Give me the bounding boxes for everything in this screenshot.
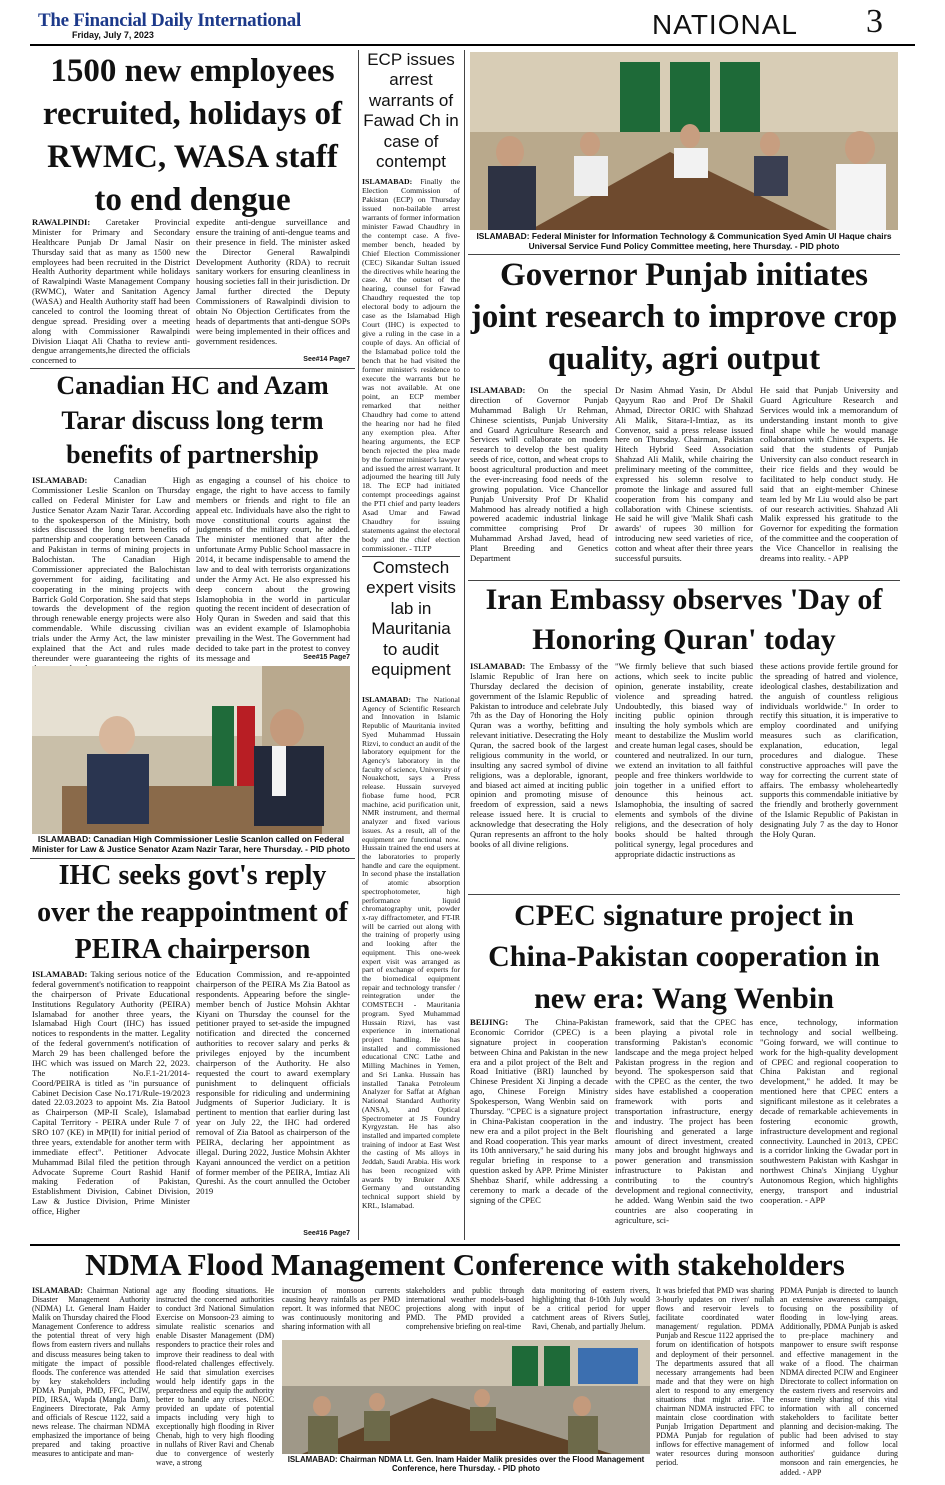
ndma-col-1: [32, 1286, 150, 1478]
ndma-photo-caption: ISLAMABAD: Chairman NDMA Lt. Gen. Inam Haider Malik presides over the Flood Management Conference, here Thursday. - PID photo: [287, 1455, 645, 1474]
cpec-col-2: framework, said that the CPEC has been playing a pivotal role in transforming Pakistan's economic landscape and the mega project helped Pakistan progress in the region and beyond. The spokesperson said that with the CPEC as the center, the two sides have established a cooperation framework with ports and transportation infrastructure, energy and industry. The project has been flourishing and generated a large amount of direct investment, created many jobs and brought highways and power generation and transmission infrastructure to Pakistan and contributing to the country's development and regional connectivity, he added. Wang Wenbin said the two countries are also cooperating in agriculture, sci-: [615, 1017, 753, 1225]
ndma-conference-photo: [282, 1340, 650, 1454]
ndma-col-6: It was briefed that PMD was sharing 3-hourly updates on river/ nullah flows and reservoir levels to facilitate coordinated water management/ regulation. PDMA Punjab and Rescue 1122 apprised the forum on identification of hotspots and deployment of their personnel. The departments assured that all necessary arrangements had been made and that they were on high alert to respond to any emergency situations that might arise. The chairman NDMA instructed FFC to maintain close coordination with Punjab Irrigation Department and PDMA Punjab for regulation of inflows for effective management of water resources during monsoon period.: [656, 1286, 774, 1468]
canadian-col-1: [32, 476, 190, 664]
iran-col-3: these actions provide fertile ground for the spreading of hatred and violence, ideological clashes, destabilization and the anguish of countless religious individuals worldwide." In order to rectify this situation, it is imperative to employ coordinated and unifying measures such as clarification, explanation, education, legal procedures and dialogue. These constructive approaches will pave the way for correcting the current state of affairs. The embassy wholeheartedly supports this commendable initiative by the friendly and brotherly government of the Islamic Republic of Pakistan in designating July 7 as the day to Honor the Holy Quran.: [760, 661, 898, 839]
ndma-col-2: age any flooding situations. He instructed the concerned authorities to conduct 3rd National Simulation Exercise on Monsoon-23 aiming to simulate realistic scenarios and enable Disaster Management (DM) responders to practice their roles and improve their readiness to deal with flood-related challenges effectively. He said that simulation exercises would help identify gaps in the preparedness and equip the authority better to handle any crises. NEOC provided an update of potential impacts including very high to exceptionally high flooding in River Chenab, high to very high flooding in nullahs of River Ravi and Chenab due to convergence of westerly wave, a strong: [156, 1286, 274, 1468]
issue-date: Friday, July 7, 2023: [72, 30, 154, 40]
canadian-see-page: See#15 Page7: [303, 654, 350, 661]
rwmc-dateline: RAWALPINDI:: [32, 217, 91, 227]
newspaper-name: The Financial Daily International: [38, 10, 301, 31]
rwmc-text-1: Caretaker Provincial Minister for Primary and Secondary Healthcare Punjab Dr Jamal Nasir on Thursday said that as many as 1500 new employees had been recruited in the District Health Authority department while holidays of Rawalpindi Waste Management Company (RWMC), Water and Sanitation Agency (WASA) and Health Authority staff had been canceled to control the looming threat of dengue spread. Presiding over a meeting along with Commissioner Rawalpindi Division Liaqat Ali Chatha to review anti-dengue arrangements,he directed the officials concerned to: [32, 217, 190, 366]
page-number: 3: [866, 3, 883, 40]
cpec-col-1: [470, 1018, 608, 1240]
column-rule: [464, 50, 465, 1240]
ecp-col: [362, 178, 460, 556]
it-minister-meeting-photo: [470, 52, 898, 230]
ndma-text-1: Chairman National Disaster Management Authority (NDMA) Lt. General Inam Haider Malik on Thursday chaired the Flood Management Conference to address the potential threat of very high flows from eastern rivers and nullahs and discuss measures being taken to mitigate the impact of possible floods. The conference was attended by key stakeholders including PDMA Punjab, PMD, FFC, PCIW, PID, IRSA, Wapda (Mangla Dam), Engineers Directorate, Pak Army and officials of Rescue 1122, said a news release. The chairman NDMA emphasized the importance of being prepared and taking proactive measures to anticipate and man-: [32, 1286, 150, 1459]
canadian-photo-caption: ISLAMABAD: Canadian High Commissioner Leslie Scanlon called on Federal Minister for Law & Justice Senator Azam Nazir Tarar, here Thursday. - PID photo: [32, 834, 350, 855]
ihc-dateline: ISLAMABAD:: [32, 969, 88, 979]
ndma-col-4: stakeholders and public through international weather models-based projections along with input of PMD. The PMD provided a comprehensive briefing on real-time: [406, 1286, 524, 1332]
ndma-col-5: data monitoring of eastern rivers, highlighting that 8-10th July would be a critical period for upper catchment areas of Rivers Sutlej, Ravi, Chenab, and partially Jhelum.: [532, 1286, 650, 1332]
ihc-col-2: Education Commission, and re-appointed chairperson of the PEIRA Ms Zia Batool as respondents. Appearing before the single-member bench of Justice Mohsin Akhtar Kiyani on Thursday the counsel for the petitioner prayed to set-aside the impugned notification and directed the concerned authorities to recover salary and perks & privileges enjoyed by the incumbent chairperson of the Authority. He also requested the court to award exemplary punishment to delinquent officials responsible for ridiculing and undermining Judgments of Superior Judiciary. It is pertinent to mention that earlier during last year on July 22, the IHC had ordered removal of Zia Batool as chairperson of the PEIRA, declaring her appointment as illegal. During 2022, Justice Mohsin Akhter Kayani announced the verdict on a petition of former member of the PEIRA, Imtiaz Ali Qureshi. As the court annulled the October 2019: [196, 969, 350, 1197]
ihc-headline: IHC seeks govt's reply over the reappointment of PEIRA chairperson: [37, 860, 348, 965]
iran-text-1: The Embassy of the Islamic Republic of Iran here on Thursday declared the decision of government of the Islamic Republic of Pakistan to introduce and celebrate July 7th as the Day of Honoring the Holy Quran was a worthy, befitting and relevant initiative. Desecrating the Holy Quran, the sacred book of the largest religious community in the world, or insulting any sacred symbol of divine religions, was a deplorable, ignorant, and biased act aimed at inciting public opinion and promoting misuse of freedom of expression, said a news release issued here. It is crucial to acknowledge that desecrating the Holy Quran represents an affront to the holy books of all divine religions.: [470, 661, 608, 849]
iran-headline: Iran Embassy observes 'Day of Honoring Quran' today: [485, 583, 883, 656]
governor-text-1: On the special direction of Governor Punjab Muhammad Baligh Ur Rehman, Chinese scientists, Punjab University and Guard Agriculture Research and Services will collaborate on modern research to develop the best quality seeds of rice, cotton, and wheat crops to boost agricultural production and meet the ever-increasing food needs of the growing population. Vice Chancellor Punjab University Prof Dr Khalid Mahmood has already notified a high powered academic industrial linkage committee comprising Prof Dr Muhammad Arshad Javed, head of Plant Breeding and Genetics Department: [470, 385, 608, 563]
governor-headline: Governor Punjab initiates joint research to improve crop quality, agri output: [470, 257, 898, 377]
comstech-text: The National Agency of Scientific Research and Innovation in Islamic Republic of Mauritania invited Syed Muhammad Hussain Rizvi, to conduct an audit of the laboratory equipment for the Agency's laboratory in the faculty of science, University of Nouakchott, says a Press release. Hussain surveyed fiobase fume hood, PCR machine, acid purification unit, NMR instrument, and thermal analyzer and fixed various issues. As a result, all of the equipment are functional now. Hussain trained the end users at the laboratories to properly handle and care the equipment. In second phase the installation of atomic absorption spectrophotometer, high performance liquid chromatography unit, powder x-ray diffractometer, and FT-IR will be carried out along with the training of properly using and looking after the equipment. This one-week expert visit was arranged as part of exchange of experts for the biomedical equipment repair and technology transfer / reintegration under the COMSTECH - Mauritania program. Syed Muhammad Hussain Rizvi, has vast experience in international project handling. He has installed and commissioned educational CNC Lathe and Milling Machines in Yemen, and Sri Lanka. Hussain has installed Tanaka Petroleum Analyzer for Saffat at Afghan National Standard Authority (ANSA), and Optical Spectrometer at JS Foundry Kyrgyzstan. He has also installed and imparted complete training of indoor at East West the casting of Ms alloys in Jeddah, Saudi Arabia. His work has been recognized with awards by Bruker AXS Germany and outstanding technical support shield by KRL, Islamabad.: [362, 695, 461, 1210]
rwmc-col-1: [32, 218, 190, 366]
ihc-text-1: Taking serious notice of the federal government's notification to reappoint the chairperson of Private Educational Institutions Regulatory Authority (PEIRA) Islamabad for another three years, the Islamabad High Court (IHC) has issued notices to respondents in the matter. Legality of the federal government's notification of March 29 has been challenged before the IHC which was issued on March 22, 2023. The notification No.F.1-21/2014-Coord/PEIRA is titled as "in pursuance of Cabinet Decision Case No.171/Rule-19/2023 dated 22.03.2023 to appoint Ms. Zia Batool as Chairperson (MP-II Scale), Islamabad Capital Territory - PEIRA under Rule 7 of SRO 107 (KE) in MP(II) for initial period of three years, extendable for another term with immediate effect". Petitioner Advocate Muhammad Bilal filed the petition through Advocate Supreme Court Rashid Hanif making Federation of Pakistan, Establishment Division, Cabinet Division, Law & Justice Division, Prime Minister office, Higher: [32, 969, 190, 1216]
masthead-rule: [30, 44, 915, 46]
ndma-headline: NDMA Flood Management Conference with stakeholders: [85, 1247, 845, 1282]
ihc-col-1: [32, 970, 190, 1242]
canadian-dateline: ISLAMABAD:: [32, 475, 88, 485]
cpec-dateline: BEIJING:: [470, 1017, 509, 1027]
ecp-dateline: ISLAMABAD:: [362, 177, 413, 186]
section-title: NATIONAL: [652, 9, 798, 40]
canadian-meeting-photo: [32, 666, 350, 834]
cpec-headline: CPEC signature project in China-Pakistan cooperation in new era: Wang Wenbin: [488, 899, 880, 1015]
governor-col-3: He said that Punjab University and Guard Agriculture Research and Services would ink a memorandum of understanding instant month to give final shape while he would manage collaboration with Chinese experts. He said that the students of Punjab University can also conduct research in their rice fields and they would be facilitated to help conduct study. He said that an eight-member Chinese team led by Mr Liu would also be part of our research activities. Shahzad Ali Malik expressed his gratitude to the Governor for expediting the formation of the committee and the cooperation of the Vice Chancellor in realising the dreams into reality. - APP: [760, 385, 898, 563]
governor-col-2: Dr Nasim Ahmad Yasin, Dr Abdul Qayyum Rao and Prof Dr Shakil Ahmad, Director ORIC with Shahzad Ali Malik, Sitara-I-Imtiaz, as its Convenor, said a press release issued here on Thursday. Chairman, Pakistan Hitech Hybrid Seed Association Shahzad Ali Malik, while chairing the preliminary meeting of the committee, expressed his solemn resolve to promote the linkage and assured full cooperation from his company and collaboration with Chinese scientists. He said he will give 'Malik Shafi cash awards' of rupees 30 million for introducing new seed varieties of rice, cotton and wheat after their three years successful pursuits.: [615, 385, 753, 563]
it-minister-photo-caption: ISLAMABAD: Federal Minister for Information Technology & Communication Syed Amin Ul Haque chairs Universal Service Fund Policy Committee meeting, here Thursday. - PID photo: [476, 231, 892, 252]
rwmc-col-2: expedite anti-dengue surveillance and ensure the training of anti-dengue teams and their presence in field. The minister asked the Director General Rawalpindi Development Authority (RDA) to recruit sanitary workers for ensuring cleanliness in housing societies fall in their jurisdiction. Dr Jamal further directed the Deputy Commissioners of Rawalpindi division to obtain No Objection Certificates from the heads of departments that anti-dengue SOPs were being implemented in their offices and government residences.: [196, 217, 350, 346]
canadian-col-2: as engaging a counsel of his choice to engage, the right to have access to family members or friends and right to file an appeal etc. Individuals have also the right to move constitutional courts against the judgments of the military court, he added. The minister mentioned that after the unfortunate Army Public School massacre in 2014, it became indispensable to amend the law and to deal with terrorists organizations under the Army Act. He also expressed his deep concern about the growing Islamophobia in the world in particular quoting the recent incident of desecration of Holy Quran in Sweden and said that this was an evident example of Islamophobia prevailing in the West. The Government had decided to take part in the protest to convey its message and: [196, 475, 350, 663]
ihc-see-page: See#16 Page7: [303, 1230, 350, 1237]
comstech-headline: Comstech expert visits lab in Mauritania to audit equipment: [366, 558, 456, 679]
photo-placeholder: [32, 666, 350, 834]
photo-placeholder: [470, 52, 898, 230]
cpec-col-3: ence, technology, information technology and social wellbeing. "Going forward, we will continue to work for the high-quality development of CPEC and regional cooperation to China Pakistan and regional development," he added. It may be mentioned here that CPEC enters a significant milestone as it celebrates a decade of remarkable achievements in fostering economic growth, infrastructure development and regional connectivity. Launched in 2013, CPEC is a corridor linking the Gwadar port in southwestern Pakistan with Kashgar in northwest China's Xinjiang Uyghur Autonomous Region, which highlights energy, transport and industrial cooperation. - APP: [760, 1017, 898, 1205]
rwmc-headline: 1500 new employees recruited, holidays of RWMC, WASA staff to end dengue: [42, 53, 343, 218]
canadian-headline: Canadian HC and Azam Tarar discuss long term benefits of partnership: [56, 371, 329, 470]
column-rule: [358, 50, 359, 1240]
photo-placeholder: [282, 1340, 650, 1454]
iran-col-2: "We firmly believe that such biased actions, which seek to incite public opinion, generate instability, create violence and spreading hatred. Undoubtedly, this biased way of inciting public opinion through insulting the holy symbols which are meant to destabilize the Muslim world and create human legal cases, should be countered and neutralized. In our turn, we extend an invitation to all faithful people and free thinkers worldwide to join together in a unified effort to denounce this heinous act. Islamophobia, the insulting of sacred elements and symbols of the divine religions, and the desecration of holy books should be halted through political synergy, legal procedures and appropriate didactic instructions as: [615, 661, 753, 859]
ndma-dateline: ISLAMABAD:: [32, 1286, 83, 1295]
canadian-text-1: Canadian High Commissioner Leslie Scanlon on Thursday called on Federal Minister for Law and Justice Senator Azam Nazir Tarar. According to the spokesperson of the Ministry, both sides discussed the long term benefits of partnership and cooperation between Canada and Pakistan in terms of mining projects in Balochistan. The Canadian High Commissioner appreciated the Balochistan government for aiding, facilitating and cooperating in the mining projects with Barrick Gold Corporation. She said that steps towards the development of the region through renewable energy projects were also commendable. While discussing civilian trials under the Army Act, the law minister explained that the Act and rules made thereunder were guaranteeing the rights of: [32, 475, 190, 663]
ecp-text: Finally the Election Commission of Pakistan (ECP) on Thursday issued non-bailable arrest warrants of former information minister Fawad Chaudhry in the contempt case. A five-member bench, headed by Chief Election Commissioner (CEC) Sikandar Sultan issued the directives while hearing the case. At the outset of the hearing, counsel for Fawad Chaudhry requested the top electoral body to adjourn the case as the Islamabad High Court (IHC) is expected to give a ruling in the case in a couple of days. An official of the Islamabad police told the bench that he had visited the former minister's residence to execute the warrants but he was not available. At one point, an ECP member remarked that neither Chaudhry had come to attend the hearing nor had he filed any exemption plea. After hearing arguments, the ECP bench rejected the plea made by the former minister's lawyer and issued the arrest warrant. It adjourned the hearing till July 18. The ECP had initiated contempt proceedings against the PTI chief and party leaders Asad Umar and Fawad Chaudhry for issuing statements against the electoral body and the chief election commissioner. - TLTP: [362, 177, 460, 554]
iran-col-1: [470, 662, 608, 890]
rwmc-see-page: See#14 Page7: [303, 356, 350, 363]
ecp-headline: ECP issues arrest warrants of Fawad Ch in case of contempt: [363, 50, 459, 171]
ndma-col-7: PDMA Punjab is directed to launch an extensive awareness campaign, focusing on the possibility of flooding in low-lying areas. Additionally, PDMA Punjab is asked to pre-place machinery and manpower to ensure swift response and effective management in the wake of a flood. The chairman NDMA directed PCIW and Engineer Directorate to collect information on the eastern rivers and reservoirs and ensure timely sharing of this vital information with all concerned stakeholders to facilitate better planning and decision-making. The public had been advised to stay informed and follow local authorities' guidance during monsoon and rain emergencies, he added. - APP: [780, 1286, 898, 1477]
comstech-dateline: ISLAMABAD:: [362, 695, 411, 704]
cpec-text-1: The China-Pakistan Economic Corridor (CPEC) is a signature project in cooperation between China and Pakistan in the new era and a pilot project of the Belt and Road Initiative (BRI) launched by Chinese President Xi Jinping a decade ago, Chinese Foreign Ministry Spokesperson, Wang Wenbin said on Thursday. "CPEC is a signature project in China-Pakistan cooperation in the new era and a pilot project in the Belt and Road cooperation. This year marks its 10th anniversary," he said during his regular briefing in response to a question asked by APP. Prime Minister Shehbaz Sharif, while addressing a ceremony to mark a decade of the signing of the CPEC: [470, 1017, 608, 1205]
governor-dateline: ISLAMABAD:: [470, 385, 526, 395]
comstech-col: [362, 696, 460, 1240]
ndma-col-3: incursion of monsoon currents causing heavy rainfalls as per PMD report. It was informed that NEOC was continuously monitoring and sharing information with all: [282, 1286, 400, 1332]
governor-col-1: [470, 386, 608, 578]
divider: [362, 556, 460, 557]
iran-dateline: ISLAMABAD:: [470, 661, 526, 671]
